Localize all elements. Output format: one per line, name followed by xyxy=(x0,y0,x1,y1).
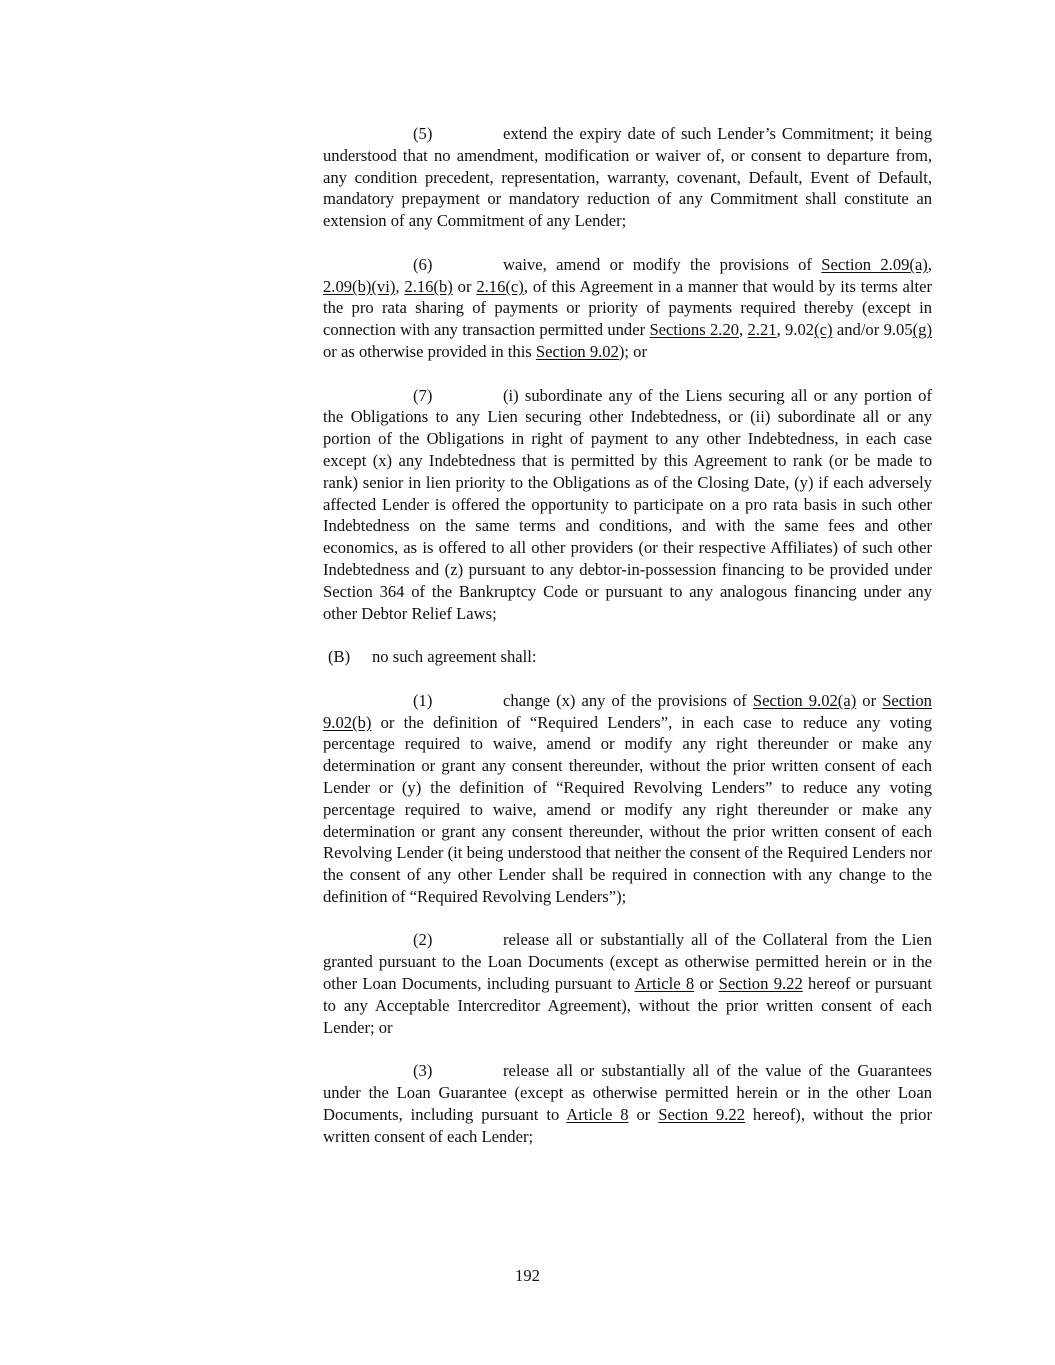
clause-heading-number: (B) xyxy=(328,647,351,667)
clause-text: change (x) any of the provisions of xyxy=(503,690,753,710)
cross-reference: Section 2.09(a) xyxy=(821,254,928,274)
section-a-clauses xyxy=(323,123,932,624)
clause-text: , of this Agreement in a manner that would by its terms alter the pro rata sharing of payments or priority of payments required thereby (except in connection with any transaction permitted under xyxy=(323,276,933,340)
cross-reference: Section 9.02 xyxy=(535,341,619,361)
clause-text: or the definition of “Required Lenders”, in each case to reduce any voting percentage required to waive, amend or modify any right thereunder or make any determination or grant any consent thereunder, without the prior written consent of each Lender or (y) the definition of “Required Revolving Lenders” to reduce any voting percentage required to waive, amend or modify any right thereunder or make any determination or grant any consent thereunder, without the prior written consent of each Revolving Lender (it being understood that neither the consent of the Required Lenders nor the consent of any other Lender shall be required in connection with any change to the definition of “Required Revolving Lenders”); xyxy=(323,712,932,906)
clause-text: hereof or pursuant to any Acceptable Intercreditor Agreement), without the prior written consent of each Lender; or xyxy=(323,974,932,1037)
cross-reference: 2.09(b)(vi) xyxy=(323,276,396,296)
cross-reference: Section 9.22 xyxy=(718,974,803,994)
clause-paragraph xyxy=(323,254,932,363)
cross-reference: 2.21 xyxy=(747,320,777,340)
clause-paragraph xyxy=(323,123,932,232)
clause-paragraph xyxy=(323,385,932,625)
document-body xyxy=(323,123,932,1169)
cross-reference: Article 8 xyxy=(634,974,695,994)
clause-paragraph xyxy=(323,1060,932,1147)
clause-heading-b xyxy=(328,646,932,668)
clause-text: , xyxy=(739,320,748,340)
clause-text: , 9.02 xyxy=(776,320,815,340)
clause-text: , xyxy=(395,276,405,296)
page-number: 192 xyxy=(515,1266,540,1285)
clause-text: or xyxy=(856,690,883,710)
clause-text: hereof), without the prior written consent of each Lender; xyxy=(323,1104,932,1146)
clause-number: (5) xyxy=(413,124,433,143)
clause-paragraph xyxy=(323,690,932,908)
clause-text: release all or substantially all of the value of the Guarantees under the Loan Guarantee (except as otherwise permitted herein or in the other Loan Documents, including pursuant to xyxy=(323,1061,932,1124)
clause-text: (i) subordinate any of the Liens securing all or any portion of the Obligations to any Lien securing other Indebtedness, or (ii) subordinate all or any portion of the Obligations in right of payment to any other Indebtedness, in each case except (x) any Indebtedness that is permitted by this Agreement to rank (or be made to rank) senior in lien priority to the Obligations as of the Closing Date, (y) if each adversely affected Lender is offered the opportunity to participate on a pro rata basis in such other Indebtedness on the same terms and conditions, and with the same fees and other economics, as is offered to all other providers (or their respective Affiliates) of such other Indebtedness and (z) pursuant to any debtor-in-possession financing to be provided under Section 364 of the Bankruptcy Code or pursuant to any analogous financing under any other Debtor Relief Laws; xyxy=(323,385,932,623)
cross-reference: 2.16(c) xyxy=(476,276,524,296)
clause-text: waive, amend or modify the provisions of xyxy=(503,254,822,274)
clause-heading-text: no such agreement shall: xyxy=(372,647,537,667)
cross-reference: 2.16(b) xyxy=(404,276,453,296)
clause-number: (7) xyxy=(413,385,433,405)
clause-number: (1) xyxy=(413,690,433,710)
clause-number: (2) xyxy=(413,930,433,950)
cross-reference: (g) xyxy=(912,320,932,340)
clause-text: or xyxy=(452,276,477,296)
clause-number: (6) xyxy=(413,254,433,274)
clause-text: or as otherwise provided in this xyxy=(323,341,536,361)
section-b-clauses xyxy=(323,690,932,1148)
clause-text: and/or 9.05 xyxy=(832,320,913,340)
cross-reference: Section 9.22 xyxy=(658,1104,745,1124)
clause-paragraph xyxy=(323,929,932,1038)
cross-reference: Section 9.02(a) xyxy=(752,690,857,710)
clause-text: ); or xyxy=(618,341,647,361)
clause-text: or xyxy=(694,974,719,994)
cross-reference: Article 8 xyxy=(566,1104,629,1124)
clause-text: , xyxy=(927,254,932,274)
clause-number: (3) xyxy=(413,1061,433,1081)
cross-reference: Sections 2.20 xyxy=(649,320,740,340)
clause-text: or xyxy=(628,1104,659,1124)
cross-reference: Section 9.02(b) xyxy=(323,690,932,732)
clause-text: extend the expiry date of such Lender’s Commitment; it being understood that no amendment, modification or waiver of, or consent to departure from, any condition precedent, representation, warranty, covenant, Default, Event of Default, mandatory prepayment or mandatory reduction of any Commitment shall constitute an extension of any Commitment of any Lender; xyxy=(323,124,932,231)
clause-text: release all or substantially all of the Collateral from the Lien granted pursuant to the Loan Documents (except as otherwise permitted herein or in the other Loan Documents, including pursuant to xyxy=(323,930,932,994)
cross-reference: (c) xyxy=(814,320,833,340)
